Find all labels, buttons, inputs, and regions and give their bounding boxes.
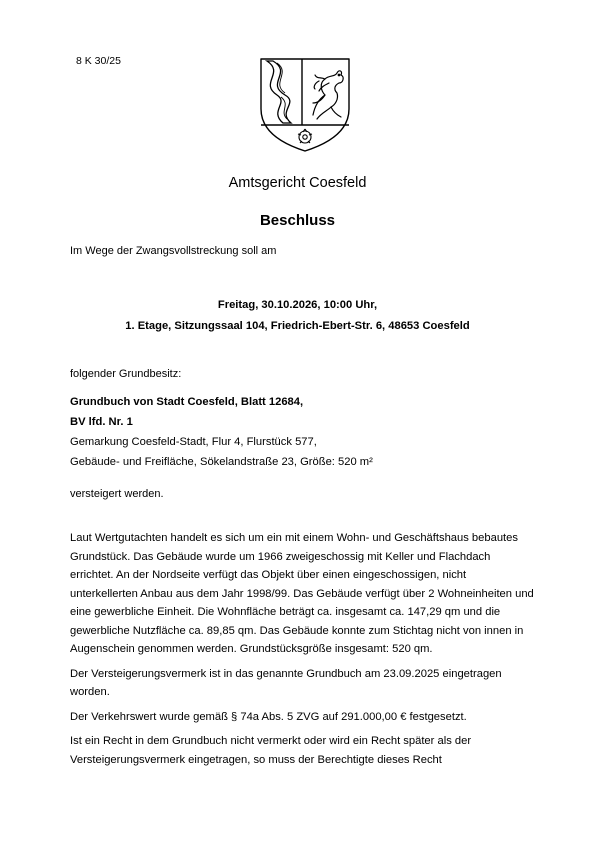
property-details [70,392,373,472]
property-description: Gebäude- und Freifläche, Sökelandstraße 23, Größe: 520 m² [70,456,373,468]
decision-title: Beschluss [259,212,336,229]
auction-phrase: versteigert werden. [70,488,164,500]
paragraph-rights-notice: Ist ein Recht in dem Grundbuch nicht vermerkt oder wird ein Recht später als der Versteigerungsvermerk eingetragen, so muss der Berechtigte dieses Recht [70,735,472,766]
property-parcel: Gemarkung Coesfeld-Stadt, Flur 4, Flurstück 577, [70,436,317,448]
paragraph-market-value: Der Verkehrswert wurde gemäß § 74a Abs. 5 ZVG auf 291.000,00 € festgesetzt. [70,710,467,723]
paragraph-appraisal: Laut Wertgutachten handelt es sich um ein mit einem Wohn- und Geschäftshaus bebautes Grundstück. Das Gebäude wurde um 1966 zweigeschossig mit Keller und Flachdach errichtet. An der Nordseite verfügt das Objekt über einen eingeschossigen, nicht unterkellerten Anbau aus dem Jahr 1998/99. Das Gebäude verfügt über 2 Wohneinheiten und eine gewerbliche Einheit. Die Wohnfläche beträgt ca. insgesamt ca. 147,29 qm und die gewerbliche Nutzfläche ca. 89,85 qm. Das Gebäude konnte zum Stichtag nicht von innen in Augenschein genommen werden. Grundstücksgröße insgesamt: 520 qm. [70,532,534,655]
body-text [70,529,535,775]
property-register: Grundbuch von Stadt Coesfeld, Blatt 12684, [70,396,304,408]
auction-location: 1. Etage, Sitzungssaal 104, Friedrich-Ebert-Str. 6, 48653 Coesfeld [125,320,470,332]
property-label: folgender Grundbesitz: [70,368,182,380]
intro-text: Im Wege der Zwangsvollstreckung soll am [70,245,277,257]
nrw-coat-of-arms-icon [255,53,355,155]
case-number: 8 K 30/25 [76,55,121,67]
auction-date-block [0,295,595,337]
court-name: Amtsgericht Coesfeld [228,175,367,191]
property-bv-number: BV lfd. Nr. 1 [70,416,133,428]
paragraph-registration: Der Versteigerungsvermerk ist in das genannte Grundbuch am 23.09.2025 eingetragen worden. [70,667,502,698]
auction-date-time: Freitag, 30.10.2026, 10:00 Uhr, [217,299,378,311]
